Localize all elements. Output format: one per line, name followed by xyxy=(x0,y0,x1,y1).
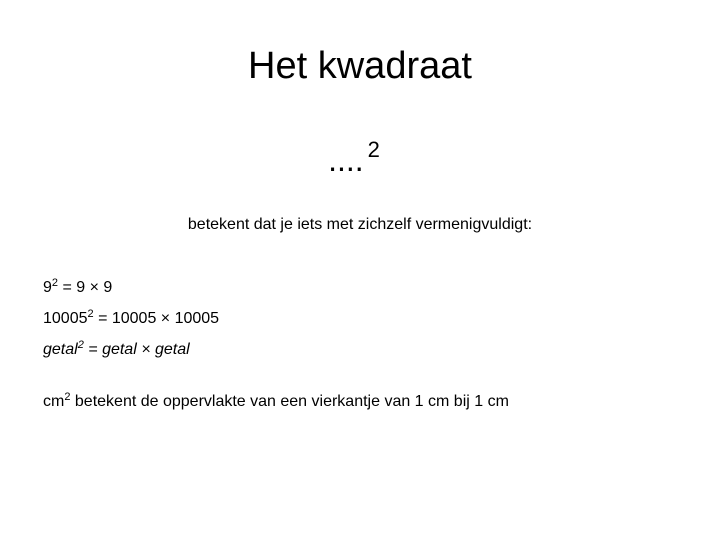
example-line xyxy=(43,270,683,301)
example-rest: = 9 × 9 xyxy=(58,279,113,296)
slide-title: Het kwadraat xyxy=(248,45,472,87)
examples-list xyxy=(43,270,683,363)
example-rest: = 10005 × 10005 xyxy=(93,310,220,327)
note-exponent: 2 xyxy=(64,391,71,403)
square-symbol xyxy=(0,130,708,180)
example-base: 10005 xyxy=(43,310,88,327)
example-base: 9 xyxy=(43,279,52,296)
note-rest: betekent de oppervlakte van een vierkantje van 1 cm bij 1 cm xyxy=(70,393,509,410)
example-exponent: 2 xyxy=(77,339,84,351)
example-line xyxy=(43,332,683,363)
definition-text: betekent dat je iets met zichzelf vermenigvuldigt: xyxy=(187,216,533,233)
note-unit: cm xyxy=(43,393,65,410)
example-rest: = getal × getal xyxy=(83,341,190,358)
example-line xyxy=(43,301,683,332)
example-base: getal xyxy=(43,341,78,358)
example-exponent: 2 xyxy=(87,308,94,320)
dots: .... xyxy=(328,142,364,178)
example-exponent: 2 xyxy=(51,277,59,289)
exponent: 2 xyxy=(367,137,380,162)
unit-note xyxy=(43,385,703,414)
